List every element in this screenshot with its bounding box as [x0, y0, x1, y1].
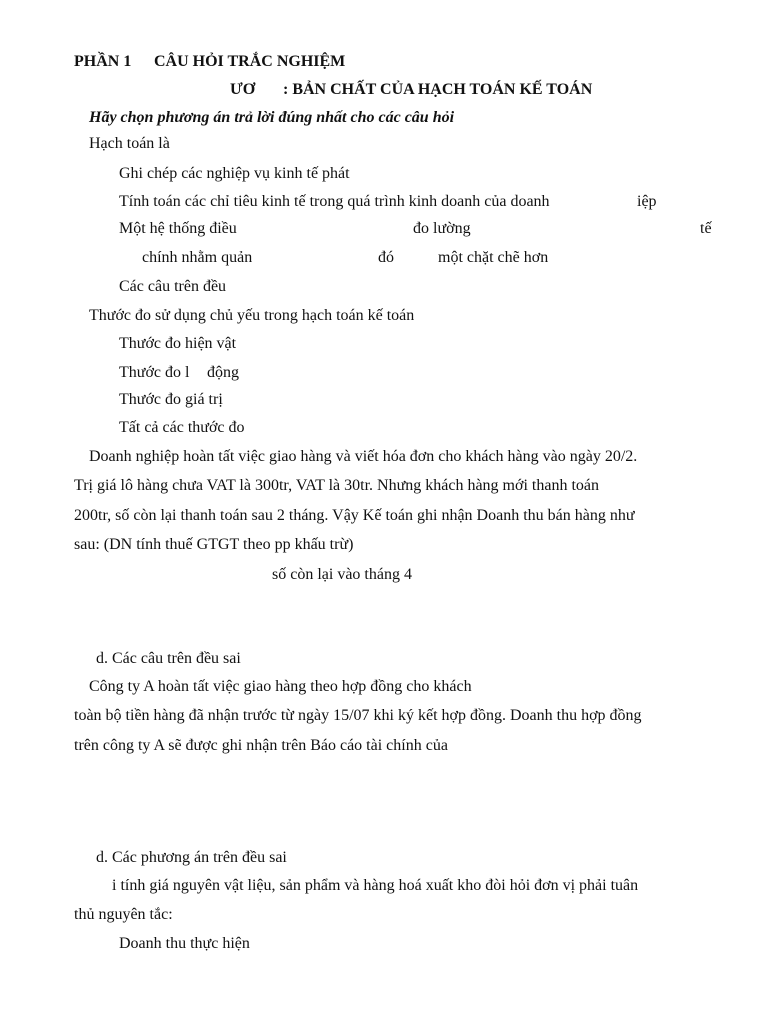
instruction-text: Hãy chọn phương án trả lời đúng nhất cho các câu hỏi — [89, 109, 455, 126]
q4-line-1: Công ty A hoàn tất việc giao hàng theo hợp đồng cho khách — [89, 678, 472, 695]
q2-option-d: Tất cả các thước đo — [119, 419, 245, 436]
q5-option-a: Doanh thu thực hiện — [119, 935, 250, 952]
q4-line-2: toàn bộ tiền hàng đã nhận trước từ ngày 15/07 khi ký kết hợp đồng. Doanh thu hợp đồng — [74, 707, 642, 724]
q1-option-c-part3: tế — [700, 220, 712, 237]
q1-option-b: Tính toán các chỉ tiêu kinh tế trong quá trình kinh doanh của doanh — [119, 193, 550, 210]
q1-option-c-part5: đó — [378, 249, 394, 266]
q2-option-b-part2: động — [207, 364, 239, 381]
chapter-prefix: ƯƠ — [230, 81, 256, 98]
q3-line-3: 200tr, số còn lại thanh toán sau 2 tháng. Vậy Kế toán ghi nhận Doanh thu bán hàng như — [74, 507, 635, 524]
q1-question: Hạch toán là — [89, 135, 170, 152]
q2-option-c: Thước đo giá trị — [119, 391, 223, 408]
q2-option-a: Thước đo hiện vật — [119, 335, 237, 352]
q3-option-d: d. Các câu trên đều sai — [96, 650, 241, 667]
q5-line-2: thủ nguyên tắc: — [74, 906, 173, 923]
q1-option-c-part6: một chặt chẽ hơn — [438, 249, 549, 266]
q1-option-a: Ghi chép các nghiệp vụ kinh tế phát — [119, 165, 350, 182]
q4-option-d: d. Các phương án trên đều sai — [96, 849, 287, 866]
q3-option-fragment: số còn lại vào tháng 4 — [272, 566, 412, 583]
q1-option-c-part4: chính nhằm quản — [142, 249, 253, 266]
q2-question: Thước đo sử dụng chủ yếu trong hạch toán kế toán — [89, 307, 415, 324]
part-title: CÂU HỎI TRẮC NGHIỆM — [154, 53, 346, 70]
q3-line-4: sau: (DN tính thuế GTGT theo pp khấu trừ) — [74, 536, 354, 553]
q3-line-2: Trị giá lô hàng chưa VAT là 300tr, VAT là 30tr. Nhưng khách hàng mới thanh toán — [74, 477, 599, 494]
q2-option-b-part1: Thước đo l — [119, 364, 190, 381]
q5-line-1: i tính giá nguyên vật liệu, sản phẩm và hàng hoá xuất kho đòi hỏi đơn vị phải tuân — [112, 877, 639, 894]
q3-line-1: Doanh nghiệp hoàn tất việc giao hàng và viết hóa đơn cho khách hàng vào ngày 20/2. — [89, 448, 638, 465]
q4-line-3: trên công ty A sẽ được ghi nhận trên Báo cáo tài chính của — [74, 737, 448, 754]
part-label: PHẦN 1 — [74, 53, 132, 70]
q1-option-c-part1: Một hệ thống điều — [119, 220, 237, 237]
q1-option-b-tail: iệp — [637, 193, 657, 210]
chapter-title: : BẢN CHẤT CỦA HẠCH TOÁN KẾ TOÁN — [283, 81, 593, 98]
q1-option-d: Các câu trên đều — [119, 278, 227, 295]
q1-option-c-part2: đo lường — [413, 220, 471, 237]
